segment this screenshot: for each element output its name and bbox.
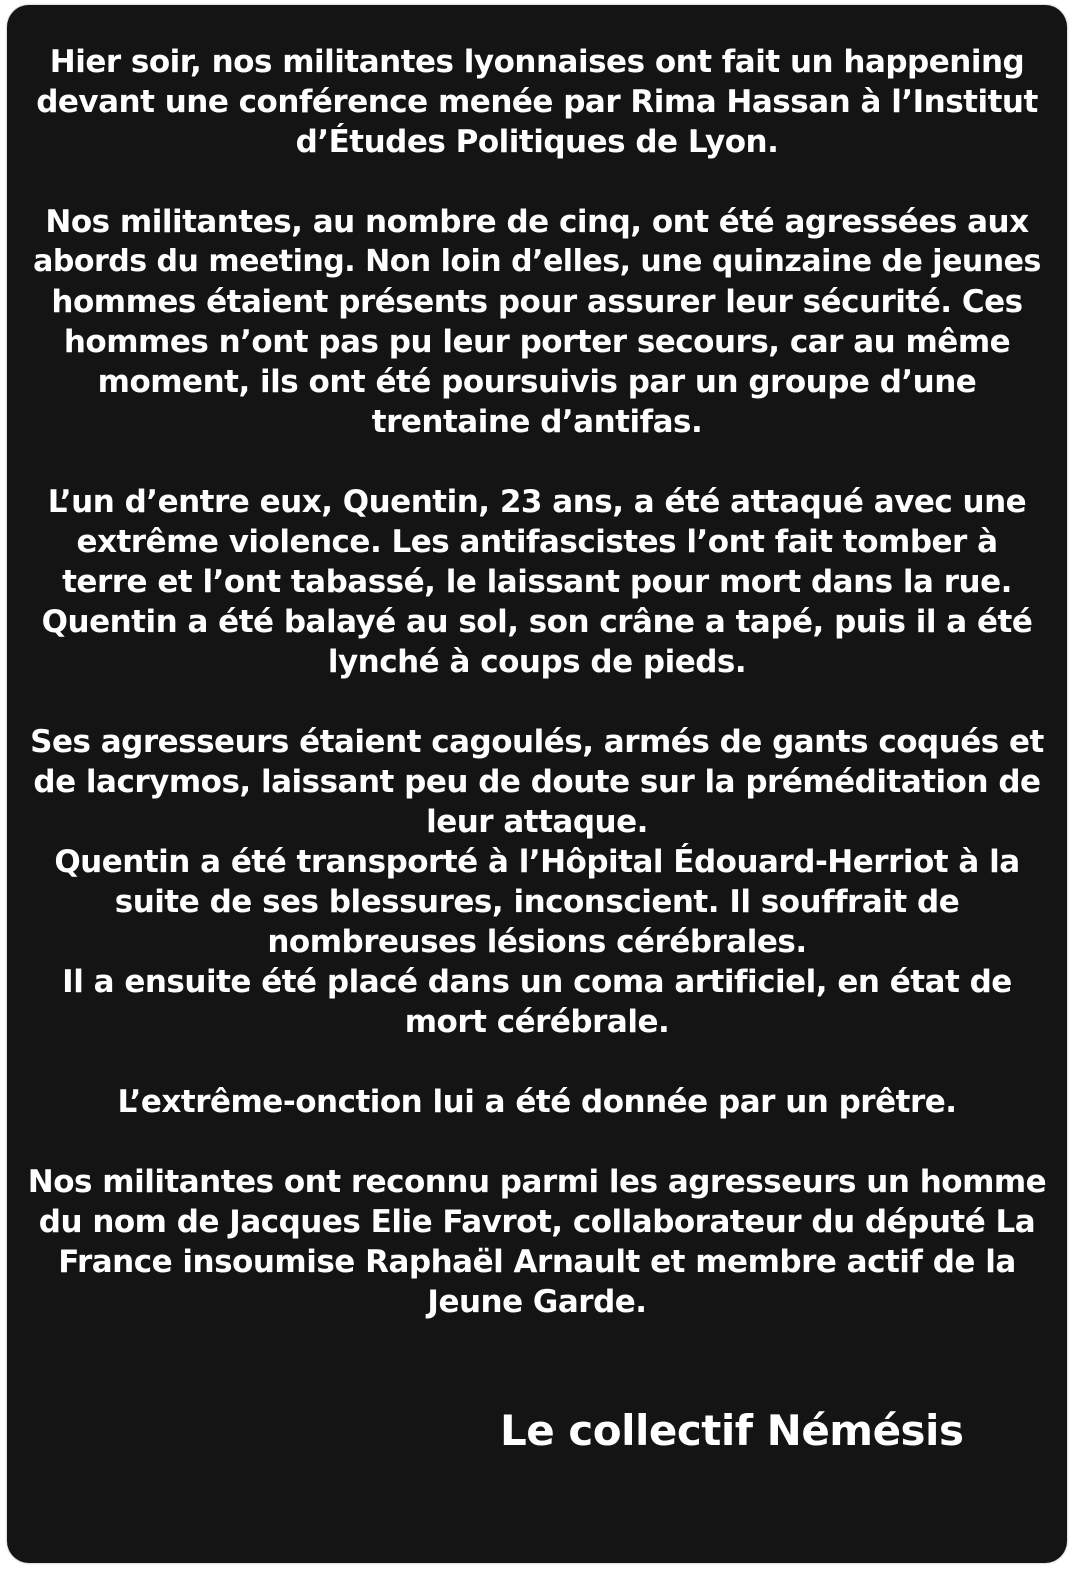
paragraph-6 [27, 1162, 1047, 1322]
text-line: hommes étaient présents pour assurer leur sécurité. Ces [51, 284, 1023, 320]
text-line: leur attaque. [426, 804, 648, 840]
statement-body [27, 42, 1047, 1322]
text-line: mort cérébrale. [404, 1004, 670, 1040]
text-line: Nos militantes ont reconnu parmi les agresseurs un homme [27, 1164, 1047, 1200]
text-line: du nom de Jacques Elie Favrot, collaborateur du député La [38, 1204, 1036, 1240]
text-line: Nos militantes, au nombre de cinq, ont été agressées aux [45, 204, 1029, 240]
paragraph-5 [27, 1082, 1047, 1122]
text-line: moment, ils ont été poursuivis par un groupe d’une [97, 364, 977, 400]
paragraph-2 [27, 202, 1047, 442]
text-line: France insoumise Raphaël Arnault et membre actif de la [58, 1244, 1016, 1280]
text-line: Ses agresseurs étaient cagoulés, armés de gants coqués et [30, 724, 1044, 760]
text-line: lynché à coups de pieds. [327, 644, 747, 680]
text-line: suite de ses blessures, inconscient. Il souffrait de [114, 884, 960, 920]
text-line: extrême violence. Les antifascistes l’ont fait tomber à [76, 524, 998, 560]
paragraph-4 [27, 722, 1047, 1042]
signature: Le collectif Némésis [500, 1406, 964, 1455]
paragraph-3 [27, 482, 1047, 682]
text-line: d’Études Politiques de Lyon. [295, 124, 779, 160]
text-line: Il a ensuite été placé dans un coma artificiel, en état de [62, 964, 1012, 1000]
text-line: hommes n’ont pas pu leur porter secours, car au même [63, 324, 1011, 360]
text-line: Jeune Garde. [427, 1284, 647, 1320]
text-line: Hier soir, nos militantes lyonnaises ont fait un happening [49, 44, 1025, 80]
text-line: terre et l’ont tabassé, le laissant pour mort dans la rue. [62, 564, 1012, 600]
text-line: Quentin a été balayé au sol, son crâne a tapé, puis il a été [41, 604, 1033, 640]
text-line: L’un d’entre eux, Quentin, 23 ans, a été attaqué avec une [47, 484, 1027, 520]
text-line: devant une conférence menée par Rima Hassan à l’Institut [36, 84, 1038, 120]
text-line: nombreuses lésions cérébrales. [267, 924, 807, 960]
text-line: trentaine d’antifas. [371, 404, 703, 440]
statement-card [7, 5, 1067, 1563]
text-line: abords du meeting. Non loin d’elles, une quinzaine de jeunes [33, 244, 1041, 279]
text-line: L’extrême-onction lui a été donnée par un prêtre. [117, 1084, 957, 1120]
text-line: de lacrymos, laissant peu de doute sur la préméditation de [33, 764, 1041, 800]
text-line: Quentin a été transporté à l’Hôpital Édouard-Herriot à la [54, 844, 1020, 880]
paragraph-1 [27, 42, 1047, 162]
